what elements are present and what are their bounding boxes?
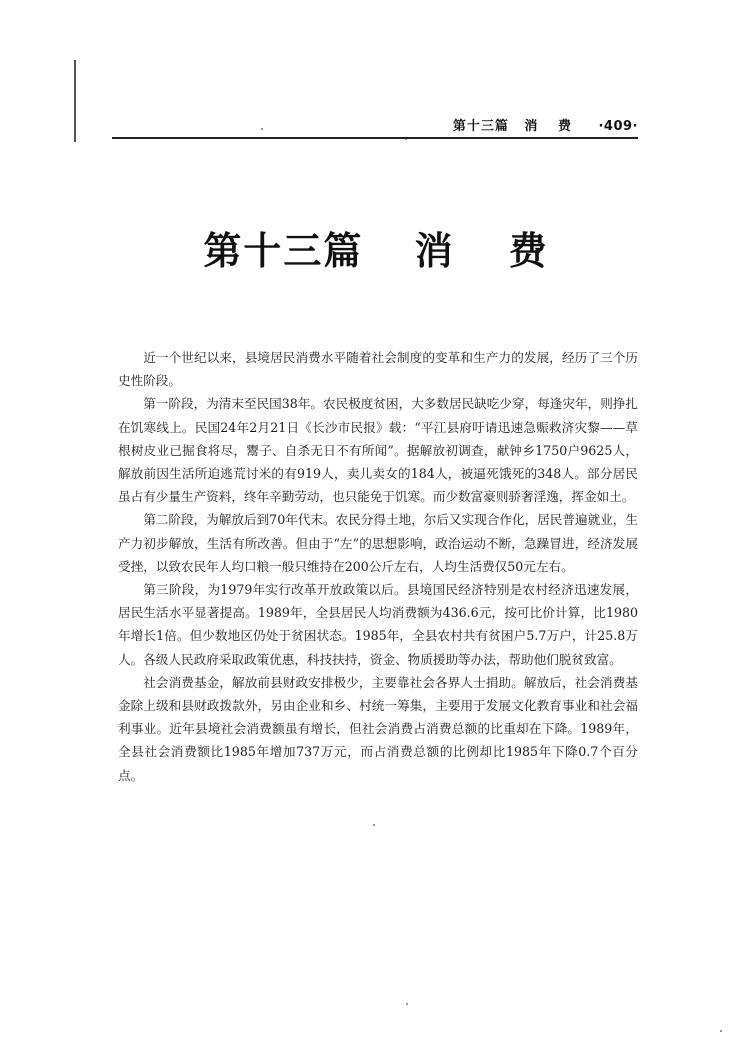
chapter-title: [0, 220, 750, 275]
header-chapter: 第十三篇: [452, 119, 509, 134]
paragraph-social-fund: 社会消费基金，解放前县财政安排极少，主要靠社会各界人士捐助。解放后，社会消费基金除上级和县财政拨款外，另由企业和乡、村统一筹集，主要用于发展文化教育事业和社会福利事业。近年县境社会消费额虽有增长，但社会消费占消费总额的比重却在下降。1989年，全县社会消费额比1985年增加737万元，而占消费总额的比例却比1985年下降0.7个百分点。: [118, 674, 638, 783]
scan-speck: [406, 1003, 408, 1005]
header-subject: 消 费: [524, 119, 579, 134]
paragraph-stage-one: 第一阶段，为清末至民国38年。农民极度贫困，大多数居民缺吃少穿，每逢灾年，则挣扎在饥寒线上。民国24年2月21日《长沙市民报》载：“平江县府吁请迅速急赈救济灾黎——草根树皮业已掘食将尽，鬻子、自杀无日不有所闻”。据解放初调查，献钟乡1750户9625人，解放前因生活所迫逃荒讨米的有919人，卖儿卖女的184人，被逼死饿死的348人。部分居民虽占有少量生产资料，终年辛勤劳动，也只能免于饥寒。而少数富豪则骄奢淫逸，挥金如土。: [118, 396, 638, 505]
chapter-title-subject: 消费: [414, 229, 603, 273]
paragraph-stage-two: 第二阶段，为解放后到70年代末。农民分得土地，尔后又实现合作化，居民普遍就业，生产力初步解放，生活有所改善。但由于“左”的思想影响，政治运动不断，急躁冒进，经济发展受挫，以致农民年人均口粮一般只维持在200公斤左右，人均生活费仅50元左右。: [118, 512, 638, 574]
scan-margin-line: [74, 60, 76, 142]
paragraph-intro: 近一个世纪以来，县境居民消费水平随着社会制度的变革和生产力的发展，经历了三个历史性阶段。: [118, 350, 638, 389]
header-rule: [112, 137, 638, 139]
running-header: [112, 115, 638, 137]
chapter-title-number: 第十三篇: [203, 229, 364, 273]
scan-speck: [720, 1030, 722, 1032]
page-number: ·409·: [598, 119, 638, 134]
body-text: [118, 346, 638, 787]
paragraph-stage-three: 第三阶段，为1979年实行改革开放政策以后。县境国民经济特别是农村经济迅速发展，居民生活水平显著提高。1989年，全县居民人均消费额为436.6元，按可比价计算，比1980年增长1倍。但少数地区仍处于贫困状态。1985年，全县农村共有贫困户5.7万户，计25.8万人。各级人民政府采取政策优惠，科技扶持，资金、物质援助等办法，帮助他们脱贫致富。: [118, 582, 638, 667]
scan-speck: [373, 824, 375, 826]
